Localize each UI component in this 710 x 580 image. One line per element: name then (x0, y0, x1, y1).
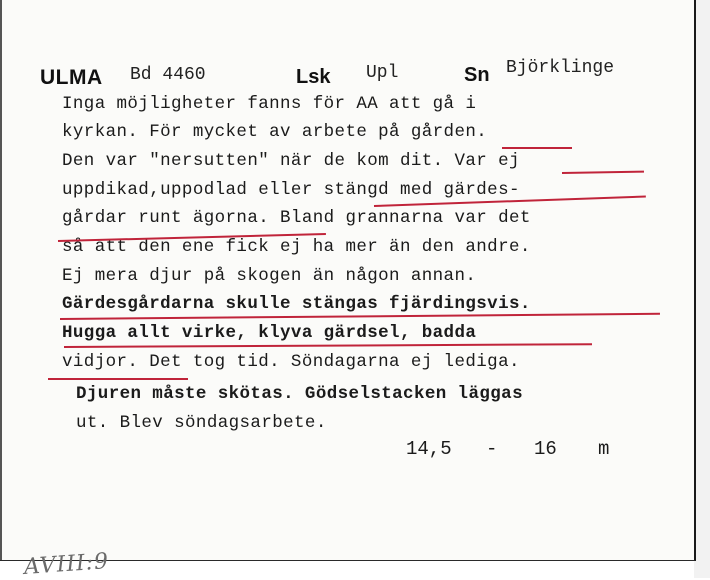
lsk-label: Lsk (296, 66, 331, 88)
text-line: Djuren måste skötas. Gödselstacken läggas (76, 384, 523, 404)
text-line: Ej mera djur på skogen än någon annan. (62, 266, 477, 286)
text-line: kyrkan. För mycket av arbete på gården. (62, 122, 488, 142)
text-line: vidjor. Det tog tid. Söndagarna ej lediga. (62, 352, 520, 372)
red-underline (64, 343, 592, 348)
text-line: uppdikad,uppodlad eller stängd med gärdes- (62, 180, 520, 200)
archive-stamp: AVIII:9 (23, 549, 110, 580)
record-number: Bd 4460 (130, 65, 206, 85)
red-underline (562, 171, 644, 174)
archive-label: ULMA (40, 66, 103, 89)
red-underline (502, 147, 572, 149)
measure-dash: - (486, 438, 498, 460)
lsk-value: Upl (366, 63, 399, 83)
text-line: så att den ene fick ej ha mer än den andre. (62, 237, 531, 257)
measure-to: 16 (534, 438, 557, 460)
text-line: Inga möjligheter fanns för AA att gå i (62, 94, 477, 114)
red-underline (48, 378, 188, 380)
text-line: ut. Blev söndagsarbete. (76, 413, 327, 433)
text-line: Hugga allt virke, klyva gärdsel, badda (62, 323, 477, 343)
sn-label: Sn (464, 64, 490, 86)
text-line: Gärdesgårdarna skulle stängas fjärdingsvis. (62, 294, 531, 314)
card-header (0, 60, 694, 90)
text-line: gårdar runt ägorna. Bland grannarna var det (62, 208, 531, 228)
sn-value: Björklinge (506, 58, 615, 78)
measure-from: 14,5 (406, 438, 452, 460)
text-line: Den var "nersutten" när de kom dit. Var ej (62, 151, 520, 171)
card-edge (694, 0, 710, 578)
measure-unit: m (598, 438, 610, 460)
